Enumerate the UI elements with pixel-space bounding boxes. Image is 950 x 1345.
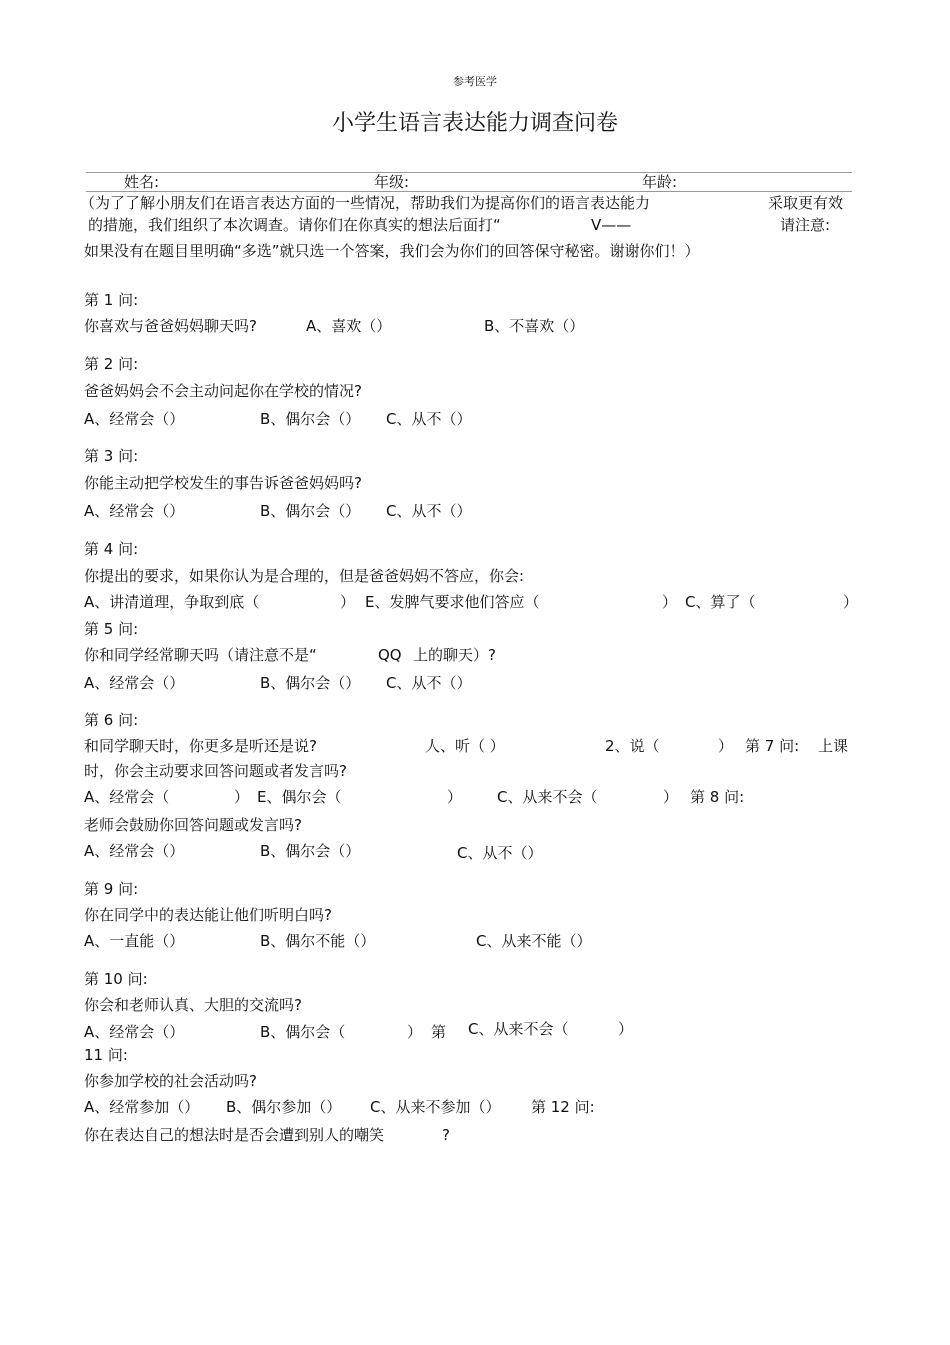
q7-option-a[interactable]: A、经常会（ — [84, 788, 170, 806]
name-label: 姓名: — [124, 173, 160, 191]
q11-option-a[interactable]: A、经常参加（） — [84, 1098, 200, 1116]
intro-line-2: 的措施，我们组织了本次调查。请你们在你真实的想法后面打“ — [88, 216, 501, 234]
q2-label: 第 2 问: — [84, 355, 139, 373]
q9-text: 你在同学中的表达能让他们听明白吗? — [84, 906, 332, 924]
q11-label-start: 第 — [431, 1023, 447, 1041]
q11-label: 11 问: — [84, 1046, 128, 1064]
q4-option-c[interactable]: C、算了（ — [685, 593, 756, 611]
q10-option-c[interactable]: C、从来不会（ — [468, 1020, 569, 1038]
q6-option-a[interactable]: 人、听（ ） — [425, 737, 505, 755]
q3-option-b[interactable]: B、偶尔会（） — [260, 502, 361, 520]
q5-option-b[interactable]: B、偶尔会（） — [260, 674, 361, 692]
info-bar — [86, 172, 852, 192]
q9-option-a[interactable]: A、一直能（） — [84, 932, 185, 950]
q6-text: 和同学聊天时，你更多是听还是说? — [84, 737, 317, 755]
q8-option-c[interactable]: C、从不（） — [457, 844, 543, 862]
page-header: 参考医学 — [453, 75, 497, 88]
q11-text: 你参加学校的社会活动吗? — [84, 1072, 257, 1090]
q4-text: 你提出的要求，如果你认为是合理的，但是爸爸妈妈不答应，你会: — [84, 567, 525, 585]
q5-label: 第 5 问: — [84, 620, 139, 638]
q1-label: 第 1 问: — [84, 291, 139, 309]
q11-option-b[interactable]: B、偶尔参加（） — [226, 1098, 342, 1116]
q9-label: 第 9 问: — [84, 880, 139, 898]
q10-option-c-close: ） — [618, 1020, 634, 1038]
q6-option-b-close: ） — [718, 737, 734, 755]
q5-text-qq: QQ — [378, 646, 402, 664]
intro-line-1-end: 采取更有效 — [768, 194, 844, 212]
q7-option-b-close: ） — [447, 788, 463, 806]
q1-option-a[interactable]: A、喜欢（） — [306, 317, 392, 335]
page-title: 小学生语言表达能力调查问卷 — [331, 111, 618, 136]
q1-option-b[interactable]: B、不喜欢（） — [484, 317, 585, 335]
q4-option-c-close: ） — [843, 593, 859, 611]
q10-option-a[interactable]: A、经常会（） — [84, 1023, 185, 1041]
q4-option-b[interactable]: E、发脾气要求他们答应（ — [365, 593, 540, 611]
age-label: 年龄: — [642, 173, 678, 191]
q3-label: 第 3 问: — [84, 447, 139, 465]
q9-option-c[interactable]: C、从来不能（） — [476, 932, 592, 950]
q5-option-a[interactable]: A、经常会（） — [84, 674, 185, 692]
q7-option-c[interactable]: C、从来不会（ — [497, 788, 598, 806]
q7-option-a-close: ） — [234, 788, 250, 806]
q3-option-c[interactable]: C、从不（） — [386, 502, 472, 520]
q4-option-a[interactable]: A、讲清道理，争取到底（ — [84, 593, 260, 611]
intro-line-3: 如果没有在题目里明确“多选”就只选一个答案，我们会为你们的回答保守秘密。谢谢你们！） — [84, 242, 700, 260]
q9-option-b[interactable]: B、偶尔不能（） — [260, 932, 376, 950]
q6-option-b[interactable]: 2、说（ — [605, 737, 660, 755]
q10-option-b[interactable]: B、偶尔会（ — [260, 1023, 346, 1041]
q11-option-c[interactable]: C、从来不参加（） — [370, 1098, 501, 1116]
q2-option-b[interactable]: B、偶尔会（） — [260, 410, 361, 428]
q12-text-end: ? — [442, 1126, 450, 1144]
intro-notice: 请注意: — [780, 216, 831, 234]
q5-text-end: 上的聊天）? — [413, 646, 496, 664]
q4-label: 第 4 问: — [84, 540, 139, 558]
intro-line-1: （为了了解小朋友们在语言表达方面的一些情况，帮助我们为提高你们的语言表达能力 — [80, 194, 651, 212]
q1-text: 你喜欢与爸爸妈妈聊天吗? — [84, 317, 257, 335]
q7-option-c-close: ） — [663, 788, 679, 806]
q2-text: 爸爸妈妈会不会主动问起你在学校的情况? — [84, 382, 362, 400]
grade-label: 年级: — [374, 173, 410, 191]
q7-label: 第 7 问: — [745, 737, 800, 755]
q5-text: 你和同学经常聊天吗（请注意不是“ — [84, 646, 317, 664]
q5-option-c[interactable]: C、从不（） — [386, 674, 472, 692]
q2-option-a[interactable]: A、经常会（） — [84, 410, 185, 428]
q8-option-b[interactable]: B、偶尔会（） — [260, 842, 361, 860]
q7-text-start: 上课 — [818, 737, 849, 755]
q10-text: 你会和老师认真、大胆的交流吗? — [84, 996, 302, 1014]
q3-option-a[interactable]: A、经常会（） — [84, 502, 185, 520]
q2-option-c[interactable]: C、从不（） — [386, 410, 472, 428]
q10-option-b-close: ） — [407, 1023, 423, 1041]
q12-label: 第 12 问: — [531, 1098, 595, 1116]
q8-text: 老师会鼓励你回答问题或发言吗? — [84, 816, 302, 834]
q3-text: 你能主动把学校发生的事告诉爸爸妈妈吗? — [84, 474, 362, 492]
q7-text: 时，你会主动要求回答问题或者发言吗? — [84, 762, 347, 780]
q10-label: 第 10 问: — [84, 970, 148, 988]
q4-option-b-close: ） — [662, 593, 678, 611]
q12-text: 你在表达自己的想法时是否会遭到别人的嘲笑 — [84, 1126, 385, 1144]
q4-option-a-close: ） — [340, 593, 356, 611]
q6-label: 第 6 问: — [84, 711, 139, 729]
q7-option-b[interactable]: E、偶尔会（ — [257, 788, 342, 806]
intro-checkmark: V—— — [591, 216, 632, 234]
q8-option-a[interactable]: A、经常会（） — [84, 842, 185, 860]
q8-label: 第 8 问: — [690, 788, 745, 806]
